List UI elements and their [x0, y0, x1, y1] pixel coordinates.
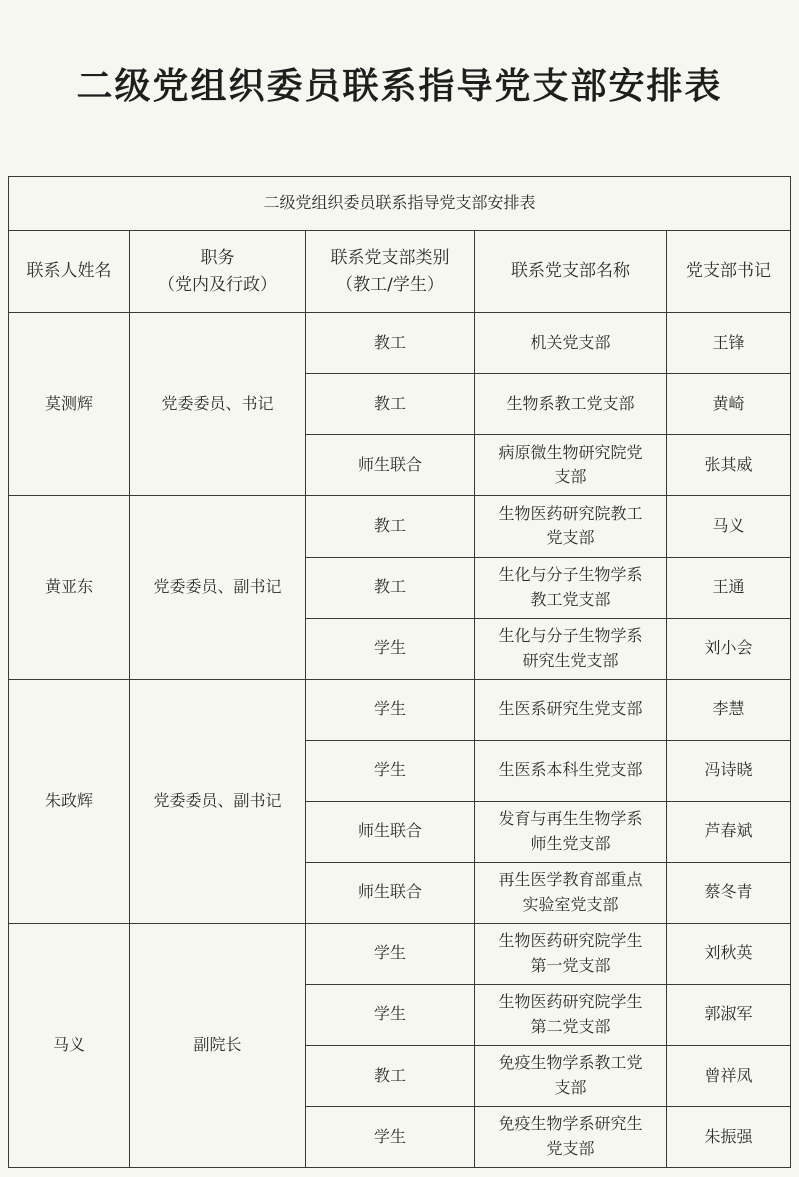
branch-name-cell: [475, 1045, 667, 1106]
branch-name-line2: 第二党支部: [530, 1016, 611, 1036]
branch-type-cell: 学生: [306, 679, 475, 740]
header-type-line2: （教工/学生）: [336, 274, 444, 295]
branch-name-line2: 师生党支部: [530, 833, 611, 853]
header-row: [9, 230, 791, 312]
branch-name-cell: [475, 435, 667, 496]
secretary-cell: 刘小会: [667, 618, 791, 679]
header-branch: 联系党支部名称: [475, 230, 667, 312]
table-row: [9, 313, 791, 374]
branch-type-cell: 学生: [306, 1106, 475, 1167]
branch-name-line1: 免疫生物学系教工党: [498, 1053, 643, 1073]
branch-name-line1: 再生医学教育部重点: [498, 869, 643, 889]
contact-name-cell: 马义: [9, 923, 130, 1167]
branch-type-cell: 师生联合: [306, 435, 475, 496]
branch-type-cell: 教工: [306, 313, 475, 374]
secretary-cell: 黄崎: [667, 374, 791, 435]
arrangement-table: [8, 176, 791, 1168]
branch-name-line2: 党支部: [546, 528, 595, 548]
contact-name-cell: 黄亚东: [9, 496, 130, 679]
branch-name-cell: [475, 618, 667, 679]
branch-name-cell: [475, 374, 667, 435]
branch-name-line2: 第一党支部: [530, 955, 611, 975]
branch-name-line2: 支部: [554, 1077, 587, 1097]
branch-name-cell: [475, 1106, 667, 1167]
branch-name-line1: 生物医药研究院教工: [498, 503, 643, 523]
branch-name-line1: 生医系研究生党支部: [498, 699, 643, 719]
branch-name-line2: 研究生党支部: [522, 650, 619, 670]
header-position-line1: 职务: [200, 248, 235, 269]
branch-name-line1: 生物系教工党支部: [506, 394, 635, 413]
header-position-line2: （党内及行政）: [158, 274, 277, 295]
position-cell: 党委委员、副书记: [130, 679, 306, 923]
branch-type-cell: 学生: [306, 740, 475, 801]
table-row: [9, 679, 791, 740]
secretary-cell: 蔡冬青: [667, 862, 791, 923]
secretary-cell: 刘秋英: [667, 923, 791, 984]
branch-name-line2: 支部: [554, 467, 587, 487]
header-type: [306, 230, 475, 312]
branch-type-cell: 教工: [306, 1045, 475, 1106]
contact-name-cell: 朱政辉: [9, 679, 130, 923]
branch-name-line1: 生物医药研究院学生: [498, 931, 643, 951]
branch-name-cell: [475, 557, 667, 618]
branch-type-cell: 教工: [306, 496, 475, 557]
branch-name-cell: [475, 496, 667, 557]
secretary-cell: 朱振强: [667, 1106, 791, 1167]
branch-type-cell: 师生联合: [306, 862, 475, 923]
table-row: [9, 923, 791, 984]
branch-type-cell: 教工: [306, 557, 475, 618]
position-cell: 副院长: [130, 923, 306, 1167]
secretary-cell: 芦春斌: [667, 801, 791, 862]
branch-name-line1: 生物医药研究院学生: [498, 992, 643, 1012]
header-secretary: 党支部书记: [667, 230, 791, 312]
branch-name-cell: [475, 679, 667, 740]
contact-name-cell: 莫测辉: [9, 313, 130, 496]
branch-type-cell: 学生: [306, 923, 475, 984]
branch-name-line1: 发育与再生生物学系: [498, 808, 643, 828]
branch-name-cell: [475, 923, 667, 984]
header-name: 联系人姓名: [9, 230, 130, 312]
secretary-cell: 冯诗晓: [667, 740, 791, 801]
branch-type-cell: 教工: [306, 374, 475, 435]
branch-name-line2: 实验室党支部: [522, 894, 619, 914]
secretary-cell: 张其威: [667, 435, 791, 496]
branch-name-cell: [475, 801, 667, 862]
secretary-cell: 王锋: [667, 313, 791, 374]
branch-name-line1: 病原微生物研究院党: [498, 442, 643, 462]
header-type-line1: 联系党支部类别: [330, 248, 450, 269]
branch-name-cell: [475, 984, 667, 1045]
branch-name-line1: 生化与分子生物学系: [498, 564, 643, 584]
branch-name-line1: 生医系本科生党支部: [498, 760, 643, 780]
secretary-cell: 李慧: [667, 679, 791, 740]
secretary-cell: 郭淑军: [667, 984, 791, 1045]
position-cell: 党委委员、书记: [130, 313, 306, 496]
branch-name-line2: 教工党支部: [530, 589, 611, 609]
secretary-cell: 王通: [667, 557, 791, 618]
table-caption: 二级党组织委员联系指导党支部安排表: [9, 177, 791, 231]
position-cell: 党委委员、副书记: [130, 496, 306, 679]
table-row: [9, 496, 791, 557]
branch-name-line1: 免疫生物学系研究生: [498, 1114, 643, 1134]
branch-name-line1: 机关党支部: [530, 332, 611, 352]
branch-type-cell: 学生: [306, 984, 475, 1045]
branch-type-cell: 师生联合: [306, 801, 475, 862]
secretary-cell: 曾祥凤: [667, 1045, 791, 1106]
branch-name-cell: [475, 740, 667, 801]
branch-name-cell: [475, 313, 667, 374]
branch-name-cell: [475, 862, 667, 923]
branch-name-line2: 党支部: [546, 1138, 595, 1158]
secretary-cell: 马义: [667, 496, 791, 557]
branch-name-line1: 生化与分子生物学系: [498, 625, 643, 645]
branch-type-cell: 学生: [306, 618, 475, 679]
header-position: [130, 230, 306, 312]
page-title: 二级党组织委员联系指导党支部安排表: [76, 66, 723, 107]
